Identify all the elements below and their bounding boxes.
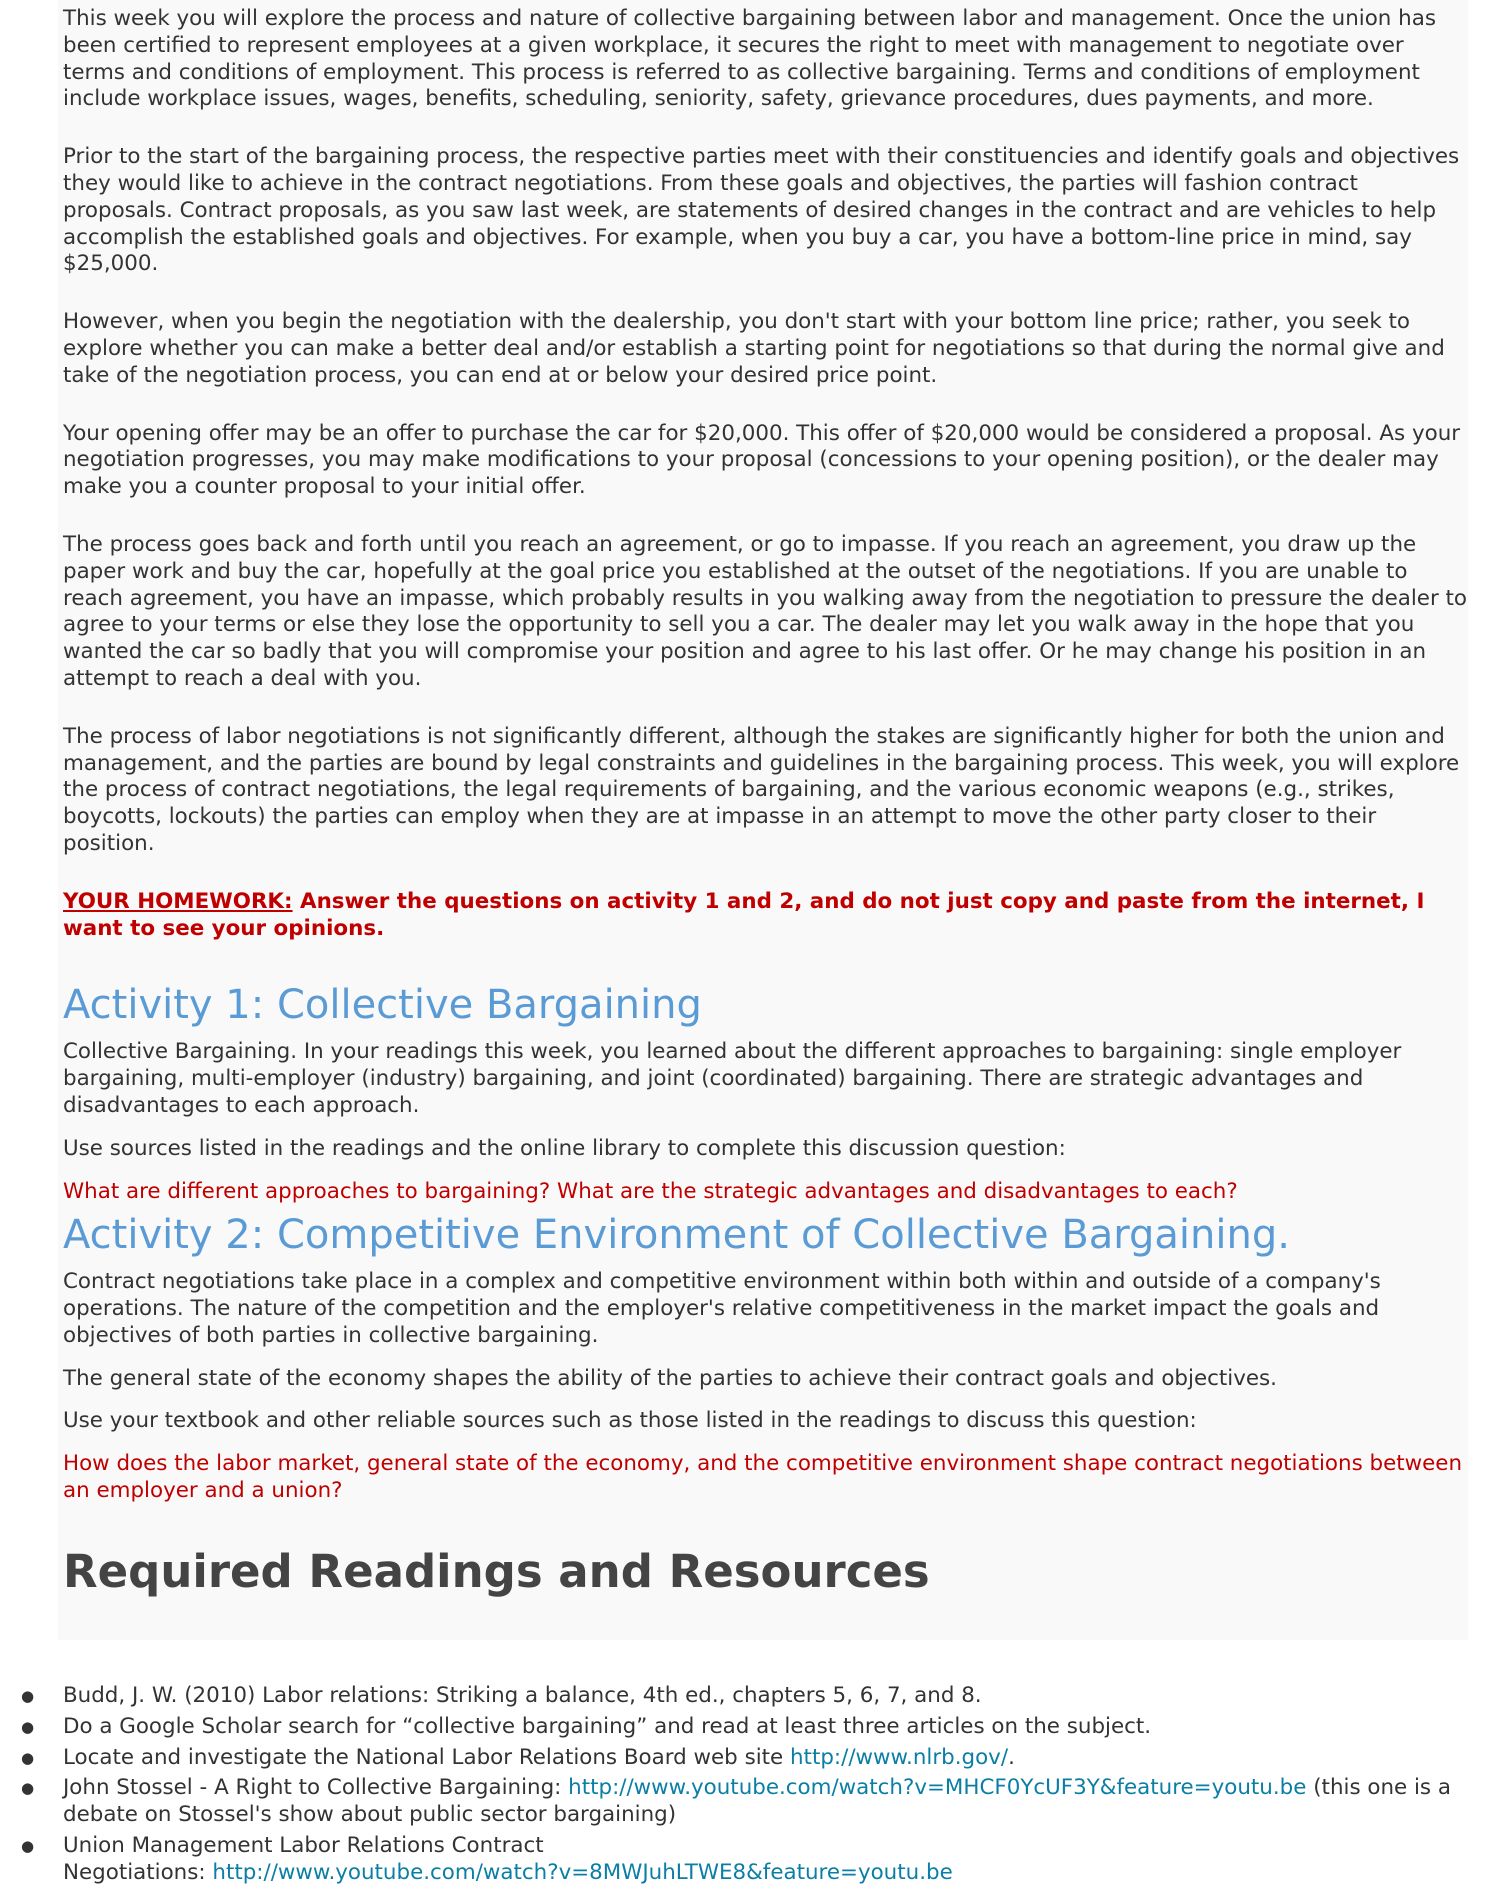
main-content <box>63 6 1468 1599</box>
intro-paragraph-1: This week you will explore the process and nature of collective bargaining between labor and management. Once the union has been certified to represent employees at a given workplace, it secures the right to meet with management to negotiate over terms and conditions of employment. This process is referred to as collective bargaining. Terms and conditions of employment include workplace issues, wages, benefits, scheduling, seniority, safety, grievance procedures, dues payments, and more. <box>63 6 1436 112</box>
intro-paragraph-4: Your opening offer may be an offer to purchase the car for $20,000. This offer of $20,000 would be considered a proposal. As your negotiation progresses, you may make modifications to your proposal (concessions to your opening position), or the dealer may make you a counter proposal to your initial offer. <box>63 420 1461 500</box>
reading-2-text: Do a Google Scholar search for “collective bargaining” and read at least three articles on the subject. <box>63 1713 1152 1739</box>
negotiations-video-link[interactable]: http://www.youtube.com/watch?v=8MWJuhLTWE8&feature=youtu.be <box>212 1859 953 1885</box>
list-item <box>63 1833 1468 1887</box>
activity-2-question: How does the labor market, general state of the economy, and the competitive environment shape contract negotiations between an employer and a union? <box>63 1451 1463 1504</box>
reading-3-after: . <box>1008 1744 1015 1770</box>
activity-1-question: What are different approaches to bargaining? What are the strategic advantages and disadvantages to each? <box>63 1178 1238 1204</box>
intro-paragraph-2: Prior to the start of the bargaining process, the respective parties meet with their constituencies and identify goals and objectives they would like to achieve in the contract negotiations. From these goals and objectives, the parties will fashion contract proposals. Contract proposals, as you saw last week, are statements of desired changes in the contract and are vehicles to help accomplish the established goals and objectives. For example, when you buy a car, you have a bottom-line price in mind, say $25,000. <box>63 144 1460 277</box>
activity-1-paragraph-2: Use sources listed in the readings and the online library to complete this discussion question: <box>63 1135 1066 1161</box>
list-item <box>63 1775 1468 1829</box>
intro-paragraph-3: However, when you begin the negotiation with the dealership, you don't start with your bottom line price; rather, you seek to explore whether you can make a better deal and/or establish a starting point for negotiations so that during the normal give and take of the negotiation process, you can end at or below your desired price point. <box>63 309 1445 388</box>
activity-2-paragraph-3: Use your textbook and other reliable sources such as those listed in the readings to discuss this question: <box>63 1408 1197 1434</box>
intro-paragraph-5: The process goes back and forth until you reach an agreement, or go to impasse. If you reach an agreement, you draw up the paper work and buy the car, hopefully at the goal price you established at the outset of the negotiations. If you are unable to reach agreement, you have an impasse, which probably results in you walking away from the negotiation to pressure the dealer to agree to your terms or else they lose the opportunity to sell you a car. The dealer may let you walk away in the hope that you wanted the car so badly that you will compromise your position and agree to his last offer. Or he may change his position in an attempt to reach a deal with you. <box>63 531 1468 691</box>
reading-4-after: (this one is a debate on Stossel's show about public sector bargaining) <box>63 1775 1451 1828</box>
activity-2-paragraph-2: The general state of the economy shapes the ability of the parties to achieve their contract goals and objectives. <box>63 1365 1277 1391</box>
activity-1-title: Activity 1: Collective Bargaining <box>63 982 702 1029</box>
reading-4-text: John Stossel - A Right to Collective Bargaining: <box>63 1775 569 1801</box>
reading-1-text: Budd, J. W. (2010) Labor relations: Striking a balance, 4th ed., chapters 5, 6, 7, and 8. <box>63 1683 982 1708</box>
list-item <box>63 1714 1468 1741</box>
homework-text: Answer the questions on activity 1 and 2, and do not just copy and paste from the internet, I want to see your opinions. <box>63 888 1425 941</box>
activity-2-paragraph-1: Contract negotiations take place in a complex and competitive environment within both within and outside of a company's operations. The nature of the competition and the employer's relative competitiveness in the market impact the goals and objectives of both parties in collective bargaining. <box>63 1269 1381 1348</box>
reading-3-text: Locate and investigate the National Labor Relations Board web site <box>63 1744 790 1770</box>
activity-2-title: Activity 2: Competitive Environment of Collective Bargaining. <box>63 1212 1290 1259</box>
nlrb-link[interactable]: http://www.nlrb.gov/ <box>790 1744 1009 1770</box>
reading-5-line-1: Union Management Labor Relations Contract <box>63 1832 544 1858</box>
intro-paragraph-6: The process of labor negotiations is not significantly different, although the stakes are significantly higher for both the union and management, and the parties are bound by legal constraints and guidelines in the bargaining process. This week, you will explore the process of contract negotiations, the legal requirements of bargaining, and the various economic weapons (e.g., strikes, boycotts, lockouts) the parties can employ when they are at impasse in an attempt to move the other party closer to their position. <box>63 723 1460 856</box>
readings-list <box>63 1683 1468 1891</box>
list-item <box>63 1683 1468 1710</box>
stossel-video-link[interactable]: http://www.youtube.com/watch?v=MHCF0YcUF3Y&feature=youtu.be <box>568 1775 1307 1801</box>
activity-1-paragraph-1: Collective Bargaining. In your readings this week, you learned about the different approaches to bargaining: single employer bargaining, multi-employer (industry) bargaining, and joint (coordinated) bargaining. There are strategic advantages and disadvantages to each approach. <box>63 1039 1402 1118</box>
list-item <box>63 1745 1468 1772</box>
readings-title: Required Readings and Resources <box>63 1544 930 1598</box>
reading-5-text: Negotiations: <box>63 1859 213 1885</box>
homework-note <box>63 889 1468 943</box>
homework-label: YOUR HOMEWORK: <box>63 888 293 914</box>
